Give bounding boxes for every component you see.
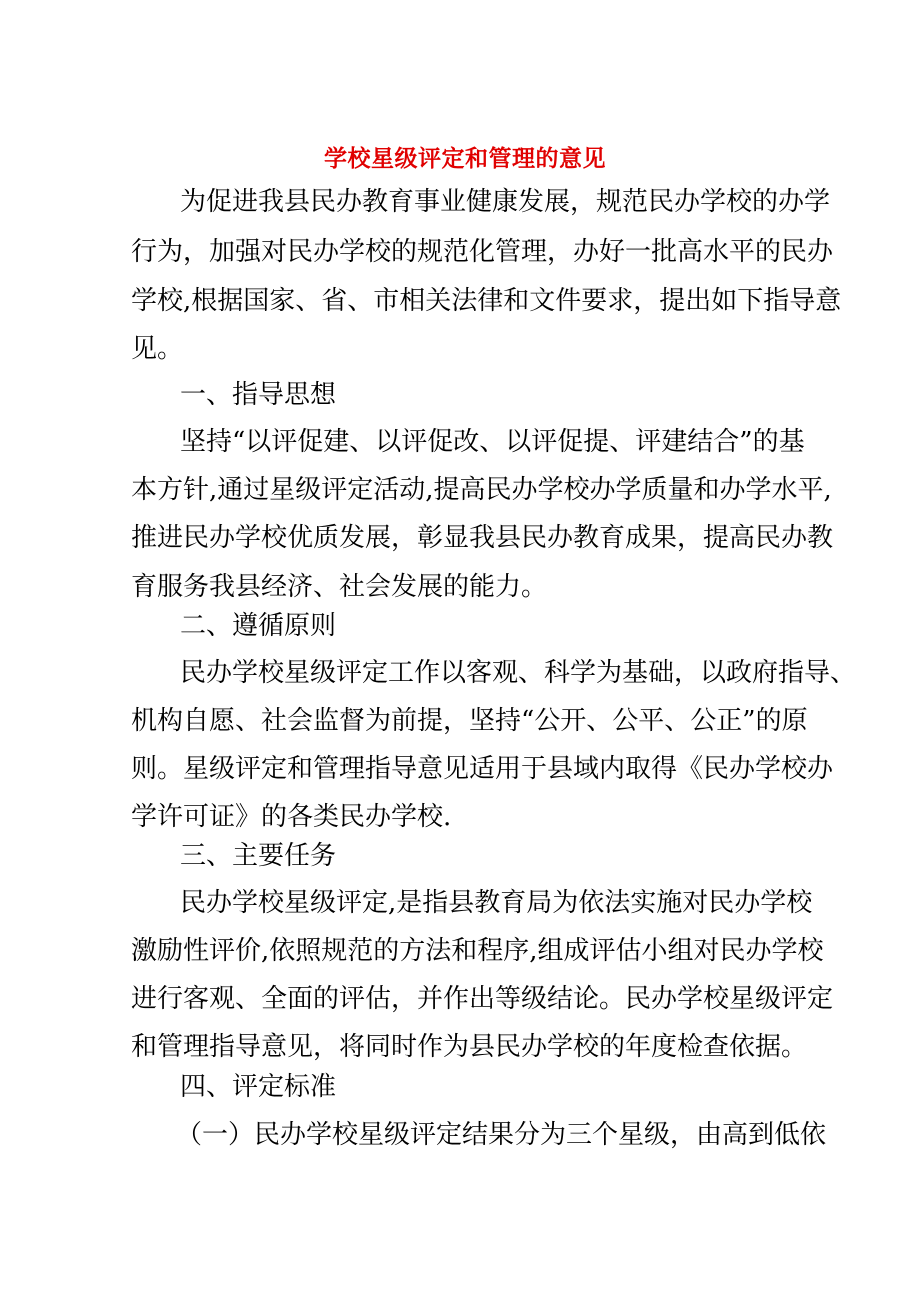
paragraph-line: 本方针,通过星级评定活动,提高民办学校办学质量和办学水平,	[131, 475, 832, 505]
paragraph-line: 民办学校星级评定,是指县教育局为依法实施对民办学校	[180, 888, 813, 918]
paragraph-line: （一）民办学校星级评定结果分为三个星级，由高到低依	[176, 1120, 827, 1150]
paragraph-line: 和管理指导意见，将同时作为县民办学校的年度检查依据。	[131, 1032, 808, 1062]
section-heading: 一、指导思想	[180, 380, 337, 410]
paragraph-line: 学校,根据国家、省、市相关法律和文件要求，提出如下指导意	[131, 286, 842, 316]
paragraph-line: 推进民办学校优质发展，彰显我县民办教育成果，提高民办教	[131, 523, 834, 553]
paragraph-line: 学许可证》的各类民办学校.	[131, 802, 452, 832]
paragraph-line: 见。	[131, 334, 184, 364]
paragraph-line: 激励性评价,依照规范的方法和程序,组成评估小组对民办学校	[131, 936, 824, 966]
section-heading: 三、主要任务	[180, 841, 337, 871]
paragraph-line: 进行客观、全面的评估，并作出等级结论。民办学校星级评定	[131, 984, 834, 1014]
paragraph-line: 行为，加强对民办学校的规范化管理，办好一批高水平的民办	[131, 237, 834, 267]
paragraph-line: 民办学校星级评定工作以客观、科学为基础，以政府指导、	[180, 658, 857, 688]
document-title: 学校星级评定和管理的意见	[324, 146, 606, 172]
section-heading: 二、遵循原则	[180, 611, 337, 641]
paragraph-line: 为促进我县民办教育事业健康发展，规范民办学校的办学	[180, 187, 831, 217]
paragraph-line: 机构自愿、社会监督为前提，坚持“公开、公平、公正”的原	[131, 706, 808, 736]
paragraph-line: 则。星级评定和管理指导意见适用于县域内取得《民办学校办	[131, 754, 834, 784]
paragraph-line: 坚持“以评促建、以评促改、以评促提、评建结合”的基	[180, 427, 805, 457]
section-heading: 四、评定标准	[180, 1072, 337, 1102]
paragraph-line: 育服务我县经济、社会发展的能力。	[131, 572, 548, 602]
